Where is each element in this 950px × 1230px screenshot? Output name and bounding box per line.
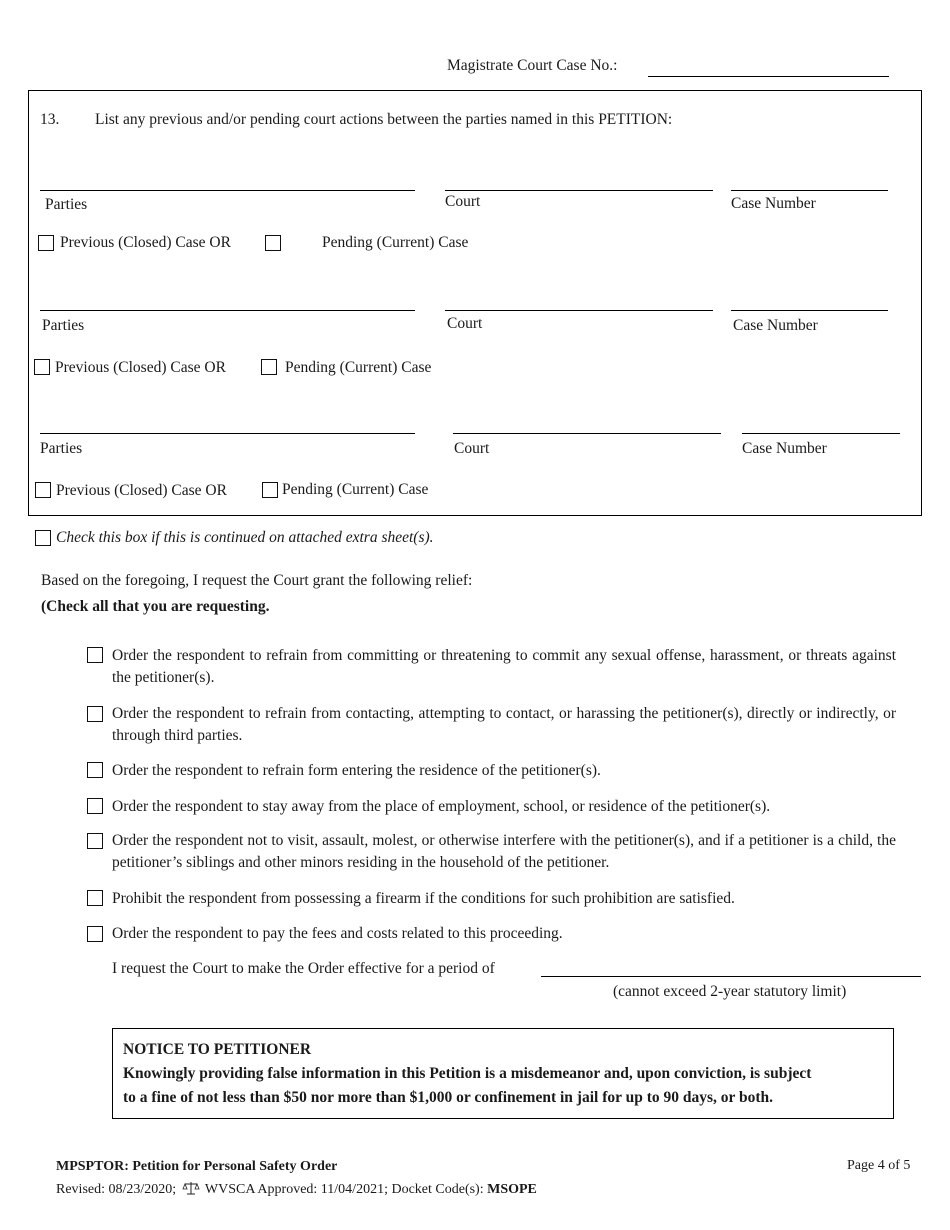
revised-date: Revised: 08/23/2020;	[56, 1182, 177, 1197]
relief-checkbox-fees[interactable]	[87, 926, 103, 942]
pending-case-checkbox[interactable]	[262, 482, 278, 498]
parties-label: Parties	[45, 196, 88, 213]
order-period-field[interactable]	[541, 976, 921, 977]
previous-case-label: Previous (Closed) Case OR	[60, 234, 231, 251]
previous-case-checkbox[interactable]	[38, 235, 54, 251]
continued-sheet-checkbox[interactable]	[35, 530, 51, 546]
scales-of-justice-icon	[182, 1180, 200, 1201]
previous-case-label: Previous (Closed) Case OR	[55, 359, 226, 376]
parties-label: Parties	[42, 317, 85, 334]
relief-checkbox-refrain-offense[interactable]	[87, 647, 103, 663]
court-label: Court	[454, 440, 490, 457]
relief-option-no-interference: Order the respondent not to visit, assault, molest, or otherwise interfere with the petitioner(s), and if a petitioner is a child, the petitioner’s siblings and other minors residing in the household of the petitioner.	[112, 832, 896, 871]
approval-info: WVSCA Approved: 11/04/2021; Docket Code(s):	[204, 1182, 484, 1197]
parties-label: Parties	[40, 440, 83, 457]
relief-option-fees: Order the respondent to pay the fees and costs related to this proceeding.	[112, 925, 563, 942]
previous-case-checkbox[interactable]	[35, 482, 51, 498]
section-number: 13.	[40, 111, 60, 128]
relief-option-stay-away: Order the respondent to stay away from the place of employment, school, or residence of the petitioner(s).	[112, 798, 771, 815]
notice-title: NOTICE TO PETITIONER	[123, 1041, 312, 1058]
case-no-field[interactable]	[648, 76, 889, 77]
docket-code: MSOPE	[487, 1182, 537, 1197]
case-no-label: Magistrate Court Case No.:	[447, 57, 618, 74]
pending-case-checkbox[interactable]	[265, 235, 281, 251]
parties-field[interactable]	[40, 433, 415, 434]
notice-line-2: to a fine of not less than $50 nor more than $1,000 or confinement in jail for up to 90 days, or both.	[123, 1089, 774, 1106]
relief-option-no-contact: Order the respondent to refrain from contacting, attempting to contact, or harassing the petitioner(s), directly or indirectly, or through third parties.	[112, 705, 896, 744]
relief-checkbox-residence[interactable]	[87, 762, 103, 778]
relief-checkbox-no-interference[interactable]	[87, 833, 103, 849]
case-number-label: Case Number	[742, 440, 827, 457]
case-number-label: Case Number	[733, 317, 818, 334]
relief-intro: Based on the foregoing, I request the Court grant the following relief:	[41, 572, 473, 589]
case-number-field[interactable]	[731, 310, 888, 311]
parties-field[interactable]	[40, 190, 415, 191]
pending-case-checkbox[interactable]	[261, 359, 277, 375]
parties-field[interactable]	[40, 310, 415, 311]
order-period-label: I request the Court to make the Order effective for a period of	[112, 960, 495, 977]
case-number-label: Case Number	[731, 195, 816, 212]
previous-case-checkbox[interactable]	[34, 359, 50, 375]
pending-case-label: Pending (Current) Case	[285, 359, 432, 376]
relief-checkbox-no-contact[interactable]	[87, 706, 103, 722]
case-number-field[interactable]	[731, 190, 888, 191]
court-field[interactable]	[453, 433, 721, 434]
notice-box	[112, 1028, 894, 1119]
court-field[interactable]	[445, 310, 713, 311]
pending-case-label: Pending (Current) Case	[322, 234, 469, 251]
case-number-field[interactable]	[742, 433, 900, 434]
pending-case-label: Pending (Current) Case	[282, 481, 429, 498]
notice-line-1: Knowingly providing false information in this Petition is a misdemeanor and, upon conviction, is subject	[123, 1065, 812, 1082]
court-label: Court	[445, 193, 481, 210]
relief-checkbox-firearm[interactable]	[87, 890, 103, 906]
form-title: MPSPTOR: Petition for Personal Safety Order	[56, 1159, 338, 1174]
relief-option-refrain-offense: Order the respondent to refrain from committing or threatening to commit any sexual offense, harassment, or threats against the petitioner(s).	[112, 647, 896, 686]
revision-line	[56, 1180, 537, 1201]
court-label: Court	[447, 315, 483, 332]
relief-option-residence: Order the respondent to refrain form entering the residence of the petitioner(s).	[112, 762, 601, 779]
court-field[interactable]	[445, 190, 713, 191]
relief-option-firearm: Prohibit the respondent from possessing a firearm if the conditions for such prohibition are satisfied.	[112, 890, 735, 907]
page-number: Page 4 of 5	[847, 1158, 911, 1173]
section-instruction: List any previous and/or pending court actions between the parties named in this PETITION:	[95, 111, 673, 128]
check-all-instruction: (Check all that you are requesting.	[41, 598, 270, 615]
continued-sheet-label: Check this box if this is continued on attached extra sheet(s).	[56, 529, 434, 546]
order-period-note: (cannot exceed 2-year statutory limit)	[613, 983, 847, 1000]
relief-checkbox-stay-away[interactable]	[87, 798, 103, 814]
previous-case-label: Previous (Closed) Case OR	[56, 482, 227, 499]
